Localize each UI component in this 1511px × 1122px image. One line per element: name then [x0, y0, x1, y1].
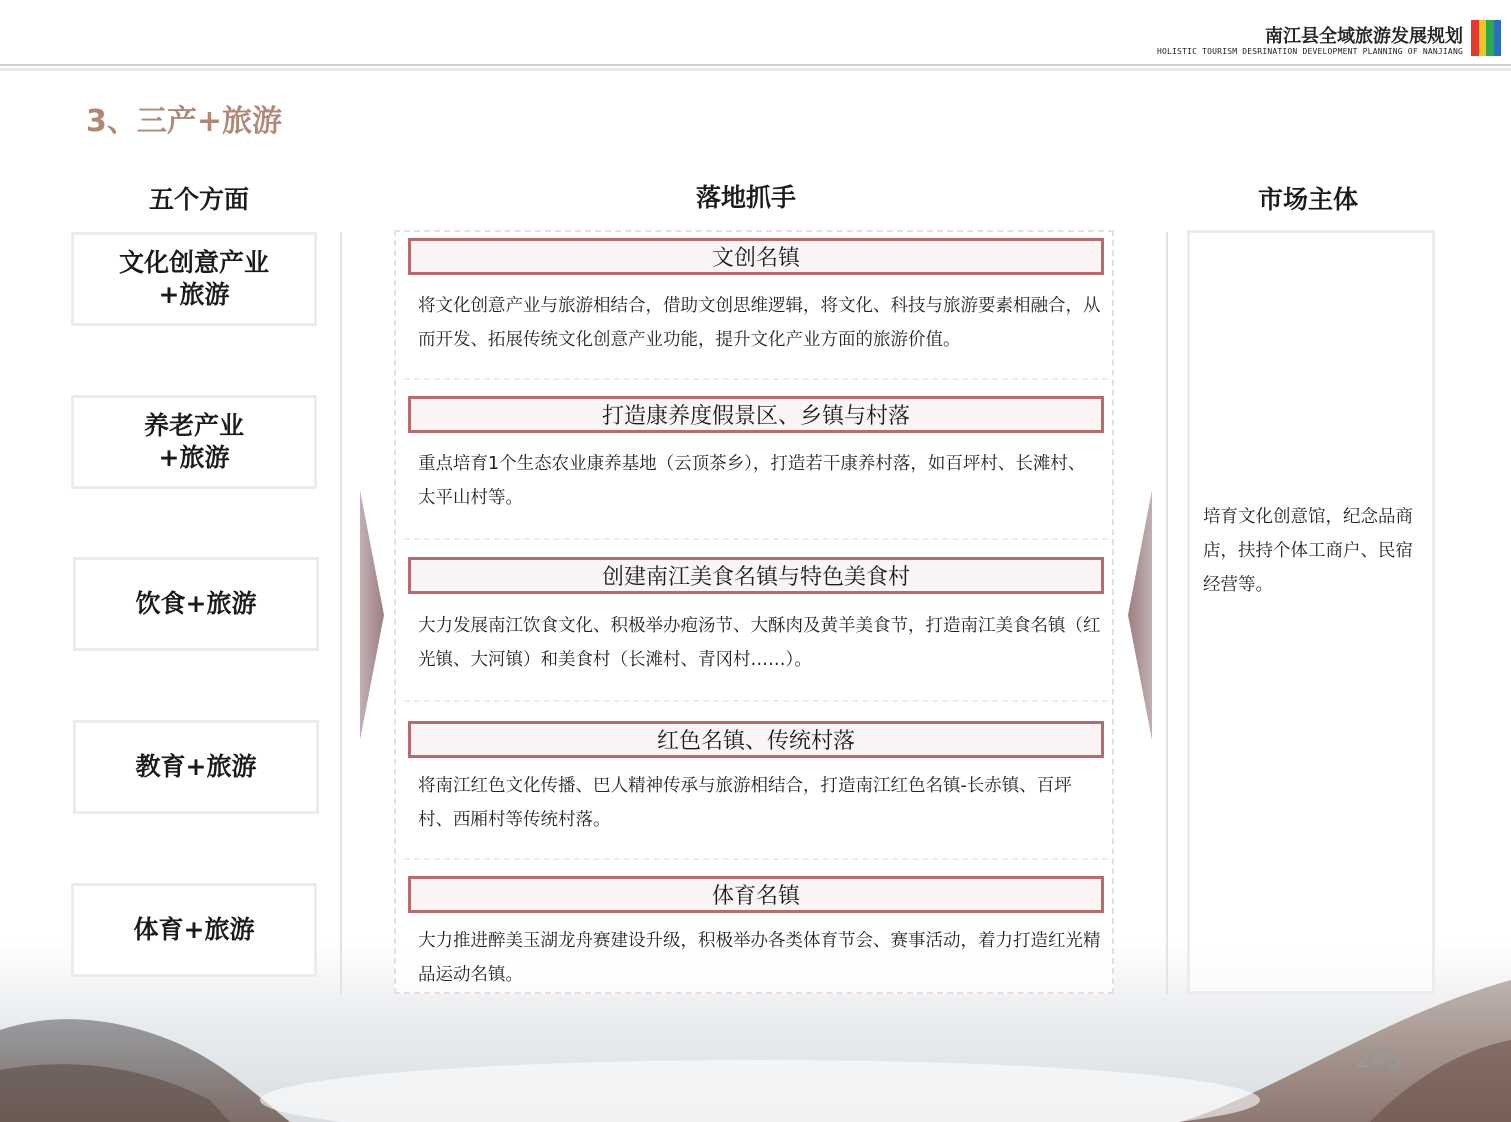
- market-subject-text: 培育文化创意馆，纪念品商店，扶持个体工商户、民宿经营等。: [1203, 507, 1413, 595]
- measure-desc-wellness: 重点培育1个生态农业康养基地（云顶茶乡），打造若干康养村落，如百坪村、长滩村、太平山村等。: [418, 454, 1086, 508]
- left-divider-line: [340, 232, 342, 994]
- measure-separator: [404, 700, 1108, 702]
- aspect-sports-box: 体育+旅游: [71, 883, 317, 977]
- column-header-aspects: 五个方面: [149, 185, 250, 214]
- aspect-culture-box: 文化创意产业 +旅游: [71, 232, 317, 326]
- column-header-market: 市场主体: [1258, 185, 1359, 214]
- measure-desc-food-town: 大力发展南江饮食文化、积极举办疱汤节、大酥肉及黄羊美食节，打造南江美食名镇（红光镇、大河镇）和美食村（长滩村、青冈村……）。: [418, 616, 1101, 670]
- measure-title-red-town: 红色名镇、传统村落: [408, 721, 1104, 758]
- right-divider-line: [1166, 232, 1168, 994]
- aspect-education-box: 教育+旅游: [73, 720, 319, 814]
- aspect-elderly-box: 养老产业 +旅游: [71, 395, 317, 489]
- header-divider-secondary: [0, 68, 1511, 71]
- measure-separator: [404, 858, 1108, 860]
- page-title: 3、三产+旅游: [86, 104, 283, 139]
- measure-separator: [404, 378, 1108, 380]
- aspect-food-box: 饮食+旅游: [73, 557, 319, 651]
- measure-title-sports-town: 体育名镇: [408, 876, 1104, 913]
- measure-desc-sports-town: 大力推进醉美玉湖龙舟赛建设升级，积极举办各类体育节会、赛事活动，着力打造红光精品运动名镇。: [418, 931, 1101, 985]
- column-header-measures: 落地抓手: [696, 183, 797, 212]
- header-subtitle: HOLISTIC TOURISM DESRINATION DEVELOPMENT PLANNING OF NANJIANG: [1156, 47, 1463, 56]
- arrow-left-icon: [1126, 490, 1154, 740]
- market-subject-box: [1187, 230, 1435, 994]
- measure-title-food-town: 创建南江美食名镇与特色美食村: [408, 557, 1104, 594]
- page-number: 245: [1356, 1045, 1402, 1073]
- measure-desc-red-town: 将南江红色文化传播、巴人精神传承与旅游相结合，打造南江红色名镇-长赤镇、百坪村、西厢村等传统村落。: [418, 776, 1072, 830]
- measure-title-wellness: 打造康养度假景区、乡镇与村落: [408, 396, 1104, 433]
- brand-color-bars-icon: [1471, 20, 1501, 56]
- measure-desc-culture-town: 将文化创意产业与旅游相结合，借助文创思维逻辑，将文化、科技与旅游要素相融合，从而开发、拓展传统文化创意产业功能，提升文化产业方面的旅游价值。: [418, 296, 1101, 350]
- measure-separator: [404, 538, 1108, 540]
- arrow-right-icon: [358, 490, 386, 740]
- header-divider: [0, 64, 1511, 66]
- header-title: 南江县全域旅游发展规划: [1265, 26, 1463, 47]
- measure-title-culture-town: 文创名镇: [408, 238, 1104, 275]
